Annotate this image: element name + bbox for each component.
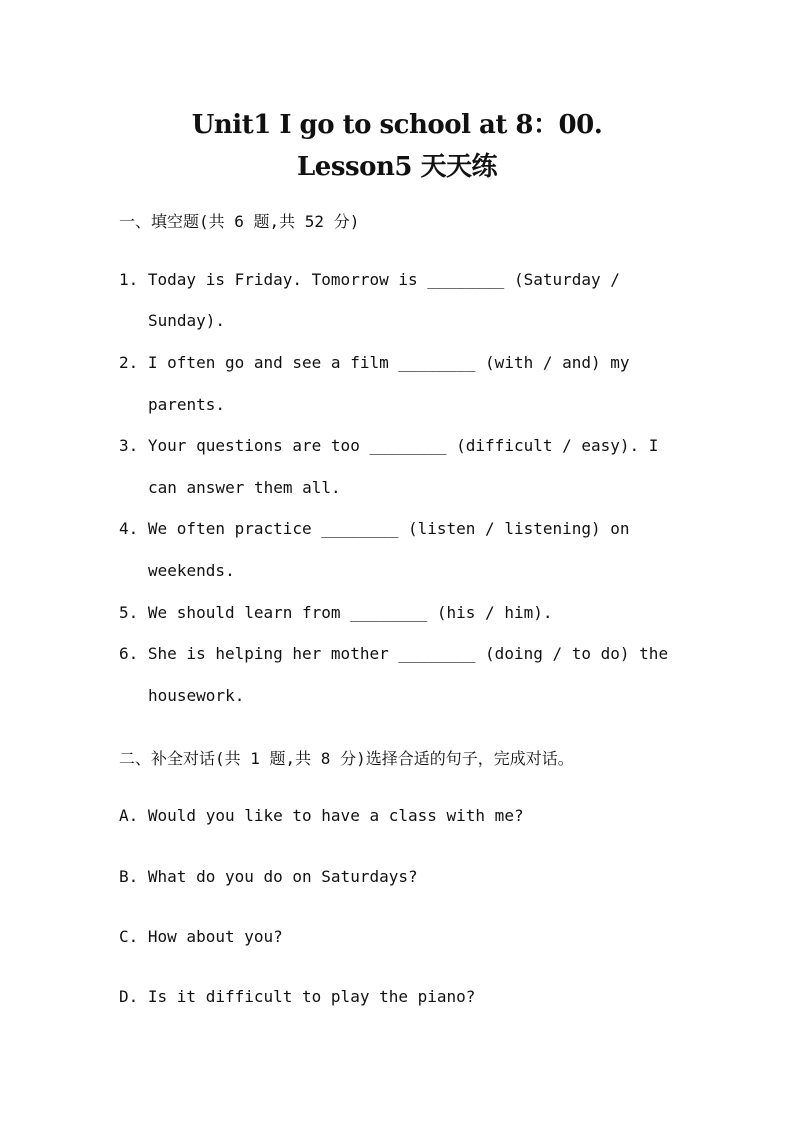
option-b: B. What do you do on Saturdays? bbox=[119, 867, 418, 886]
section2-heading: 二、补全对话(共 1 题,共 8 分)选择合适的句子，完成对话。 bbox=[119, 749, 574, 768]
question-1-line-1: 1. Today is Friday. Tomorrow is ________ (Saturday / bbox=[119, 270, 620, 289]
title-line-2: Lesson5 天天练 bbox=[297, 152, 497, 182]
question-4-line-2: weekends. bbox=[148, 561, 235, 580]
option-c: C. How about you? bbox=[119, 927, 283, 946]
question-3-line-2: can answer them all. bbox=[148, 478, 341, 497]
question-1-line-2: Sunday). bbox=[148, 311, 226, 330]
question-6-line-1: 6. She is helping her mother ________ (doing / to do) the bbox=[119, 644, 669, 663]
question-5-line-1: 5. We should learn from ________ (his / him). bbox=[119, 603, 553, 622]
question-2-line-1: 2. I often go and see a film ________ (with / and) my bbox=[119, 353, 630, 372]
question-2-line-2: parents. bbox=[148, 395, 226, 414]
option-a: A. Would you like to have a class with me? bbox=[119, 806, 524, 825]
option-d: D. Is it difficult to play the piano? bbox=[119, 987, 476, 1006]
title-line-1: Unit1 I go to school at 8：00. bbox=[191, 110, 603, 140]
question-3-line-1: 3. Your questions are too ________ (difficult / easy). I bbox=[119, 436, 659, 455]
question-4-line-1: 4. We often practice ________ (listen / listening) on bbox=[119, 519, 630, 538]
question-6-line-2: housework. bbox=[148, 686, 245, 705]
section1-heading: 一、填空题(共 6 题,共 52 分) bbox=[119, 212, 360, 231]
